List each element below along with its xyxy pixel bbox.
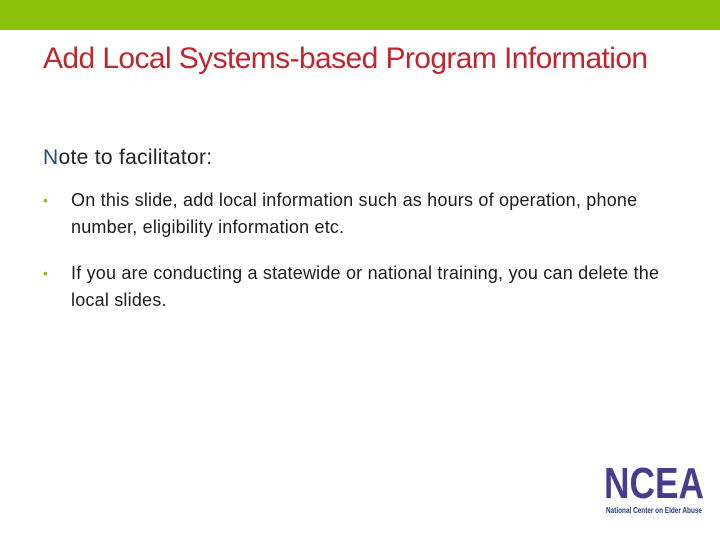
facilitator-note-heading-rest: ote to facilitator: — [58, 146, 213, 169]
bullet-dot-icon: • — [43, 265, 49, 281]
facilitator-note-heading-initial: N — [43, 146, 59, 169]
bullet-text: If you are conducting a statewide or national training, you can delete the local slides. — [71, 263, 660, 310]
bullet-list — [43, 187, 693, 333]
bullet-dot-icon: • — [43, 192, 49, 208]
ncea-logo — [602, 458, 706, 520]
logo-tagline: National Center on Elder Abuse — [606, 506, 703, 515]
bullet-item — [43, 260, 693, 314]
facilitator-note-heading — [43, 144, 212, 172]
logo-letters: NCEA — [604, 459, 704, 508]
slide-title: Add Local Systems-based Program Information — [43, 42, 648, 75]
bullet-item — [43, 187, 693, 241]
bullet-text: On this slide, add local information such as hours of operation, phone number, eligibility information etc. — [71, 190, 638, 237]
top-accent-bar — [0, 0, 720, 30]
